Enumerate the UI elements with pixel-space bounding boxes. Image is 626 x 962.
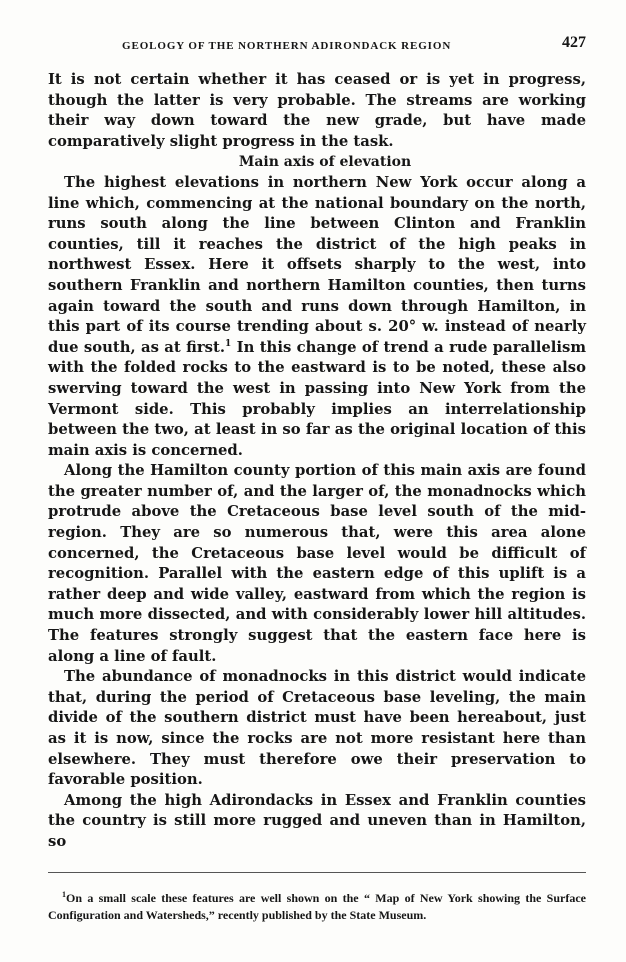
footnote-reference: 1 <box>225 338 232 349</box>
paragraph-main-axis-text: The highest elevations in northern New York occur along a line which, commencing at the national boundary on the north, runs south along the line between Clinton and Franklin counties, till it reaches the district of the high peaks in northwest Essex. Here it offsets sharply to the west, into southern Franklin and northern Hamilton counties, then turns again toward the south and runs down through Hamilton, in this part of its course trending about s. 20° w. instead of nearly due south, as at first. <box>48 173 586 356</box>
paragraph-hamilton: Along the Hamilton county portion of this main axis are found the greater number of, and the larger of, the monadnocks which protrude above the Cretaceous base level south of the mid-region. They are so numerous that, were this area alone concerned, the Cretaceous base level would be difficult of recognition. Parallel with the eastern edge of this uplift is a rather deep and wide valley, eastward from which the region is much more dissected, and with considerably lower hill altitudes. The features strongly suggest that the eastern face here is along a line of fault. <box>48 462 586 665</box>
footnote-divider <box>48 872 586 873</box>
footnote-number: 1 <box>62 890 66 899</box>
page-body <box>48 70 586 853</box>
paragraph-continued: It is not certain whether it has ceased or is yet in progress, though the latter is very probable. The streams are working their way down toward the new grade, but have made comparatively slight progress in the task. <box>48 71 586 150</box>
paragraph-main-axis-tail: In this change of trend a rude parallelism with the folded rocks to the eastward is to be noted, these also swerving toward the west in passing into New York from the Vermont side. This probably implies an interrelationship between the two, at least in so far as the original location of this main axis is concerned. <box>48 338 586 459</box>
paragraph-monadnocks: The abundance of monadnocks in this district would indicate that, during the period of Cretaceous base leveling, the main divide of the southern district must have been hereabout, just as it is now, since the rocks are not more resistant here than elsewhere. They must therefore owe their preservation to favorable position. <box>48 668 586 789</box>
footnote-text: On a small scale these features are well shown on the “ Map of New York showing the Surface Configuration and Watersheds,” recently published by the State Museum. <box>48 891 586 922</box>
paragraph-high-adirondacks: Among the high Adirondacks in Essex and Franklin counties the country is still more rugged and uneven than in Hamilton, so <box>48 791 586 850</box>
section-heading: Main axis of elevation <box>238 154 412 171</box>
paragraph-main-axis <box>48 173 586 461</box>
footnote <box>48 890 586 923</box>
page-header <box>48 34 586 56</box>
page-number: 427 <box>562 34 586 51</box>
running-head: GEOLOGY OF THE NORTHERN ADIRONDACK REGION <box>122 40 452 52</box>
